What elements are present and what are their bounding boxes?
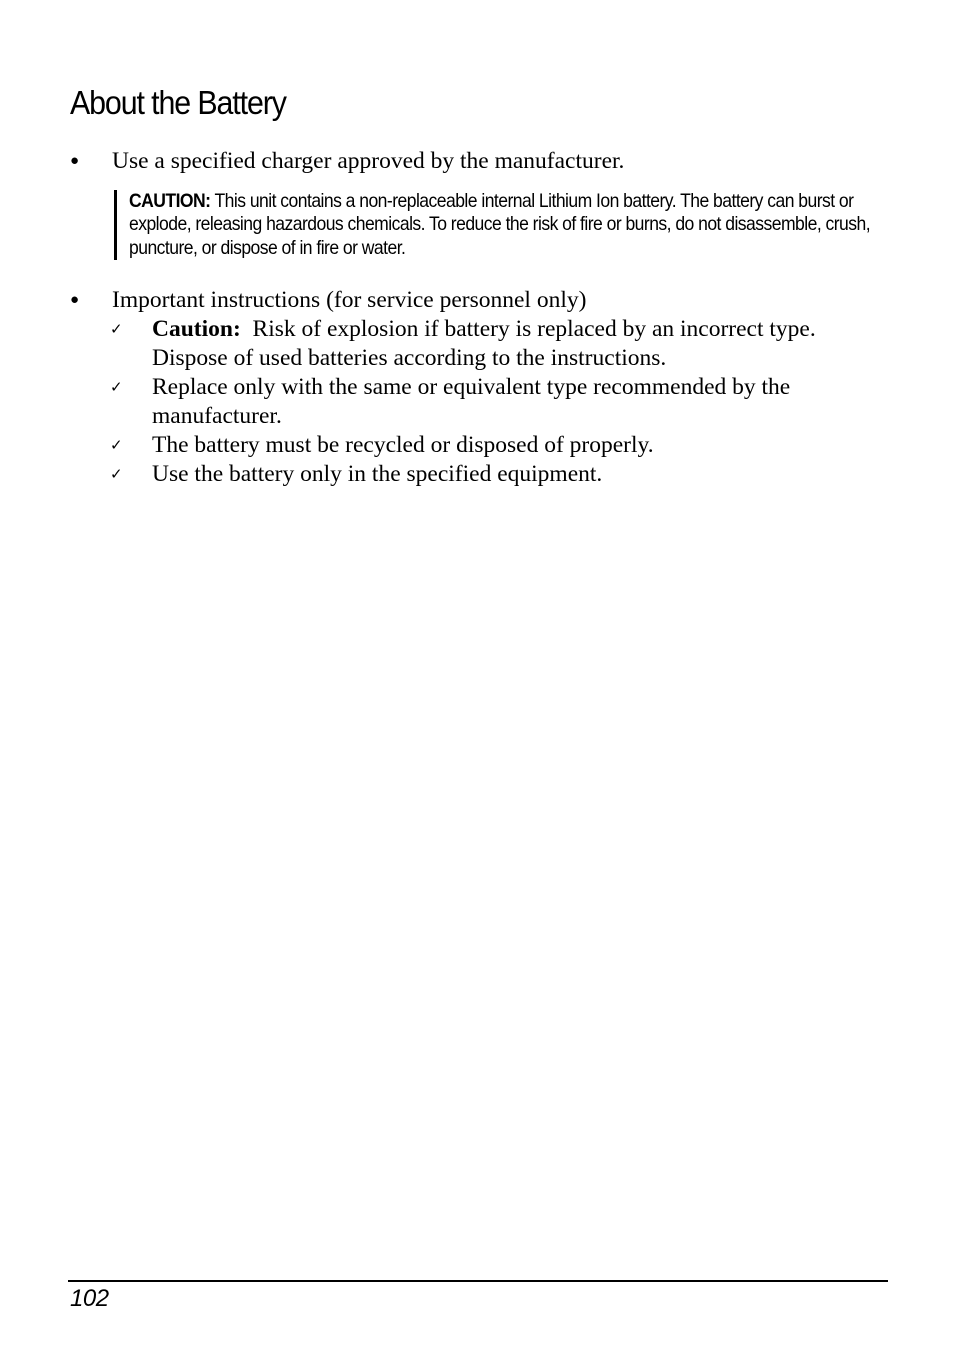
service-instruction-item — [110, 460, 890, 489]
bullet-text: Use a specified charger approved by the manufacturer. — [112, 148, 625, 174]
checkmark-icon: ✓ — [110, 465, 123, 483]
checkmark-icon: ✓ — [110, 378, 123, 396]
bullet-text: Important instructions (for service personnel only) — [112, 287, 587, 313]
service-instruction-text: Use the battery only in the specified equipment. — [152, 461, 603, 487]
service-instruction-text: Replace only with the same or equivalent type recommended by the manufacturer. — [152, 374, 791, 429]
service-instruction-list — [110, 315, 890, 489]
service-instruction-item — [110, 373, 890, 431]
bullet-dot-icon: ● — [70, 292, 80, 308]
caution-label: Caution: — [152, 316, 241, 342]
caution-note — [114, 190, 894, 260]
footer-divider — [68, 1280, 888, 1282]
page-number: 102 — [70, 1285, 109, 1312]
service-instruction-text: Risk of explosion if battery is replaced by an incorrect type. Dispose of used batteries according to the instructions. — [152, 316, 816, 371]
caution-text: This unit contains a non-replaceable internal Lithium Ion battery. The battery can burst or explode, releasing hazardous chemicals. To reduce the risk of fire or burns, do not disassemble, crush, puncture, or dispose of in fire or water. — [129, 190, 871, 259]
service-instruction-item — [110, 315, 890, 373]
service-instruction-item — [110, 431, 890, 460]
checkmark-icon: ✓ — [110, 320, 123, 338]
caution-label: CAUTION: — [129, 190, 211, 212]
page-title: About the Battery — [70, 84, 286, 121]
bullet-dot-icon: ● — [70, 153, 80, 169]
checkmark-icon: ✓ — [110, 436, 123, 454]
service-instruction-text: The battery must be recycled or disposed of properly. — [152, 432, 654, 458]
